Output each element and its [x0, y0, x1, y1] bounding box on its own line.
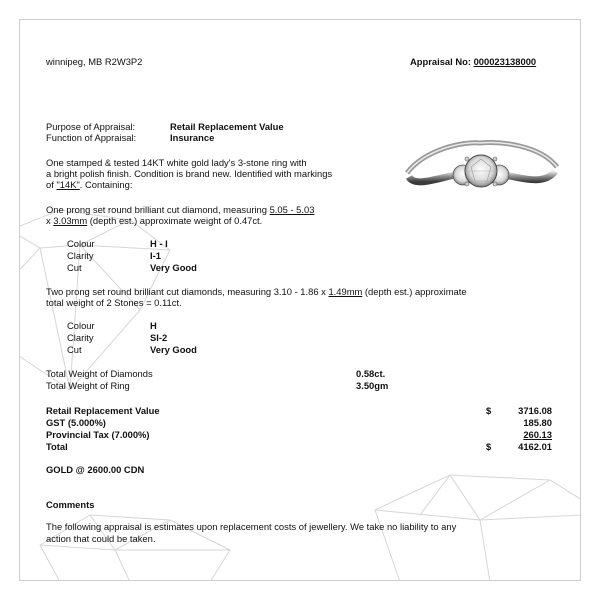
- appraisal-number: 000023138000: [473, 56, 537, 67]
- stone1-text: (depth est.) approximate weight of 0.47ct.: [87, 215, 263, 226]
- retail-currency: $: [486, 405, 492, 416]
- description-line: One stamped & tested 14KT white gold lady's 3-stone ring with: [46, 157, 307, 168]
- total-diamonds-value: 0.58ct.: [356, 368, 386, 379]
- stone1-text: One prong set round brilliant cut diamond, measuring: [46, 204, 270, 215]
- marking-text: "14K": [56, 179, 80, 190]
- pst-value: 260.13: [523, 429, 552, 440]
- stone1-clarity-label: Clarity: [67, 250, 94, 261]
- stone2-text: (depth est.) approximate: [362, 286, 467, 297]
- ring-photo: [395, 115, 565, 215]
- stone2-clarity-value: SI-2: [150, 332, 168, 343]
- stone2-cut-value: Very Good: [150, 344, 197, 355]
- gold-price: GOLD @ 2600.00 CDN: [46, 464, 145, 475]
- total-diamonds-label: Total Weight of Diamonds: [46, 368, 153, 379]
- total-ring-value: 3.50gm: [356, 380, 389, 391]
- retail-value-label: Retail Replacement Value: [46, 405, 160, 416]
- description-line: a bright polish finish. Condition is brand new. Identified with markings: [46, 168, 333, 179]
- total-ring-label: Total Weight of Ring: [46, 380, 130, 391]
- purpose-label: Purpose of Appraisal:: [46, 121, 136, 132]
- appraisal-number-line: [410, 56, 536, 68]
- stone1-measurement: 5.05 - 5.03: [269, 204, 315, 215]
- stone2-description: total weight of 2 Stones = 0.11ct.: [46, 297, 182, 308]
- stone2-depth: 1.49mm: [328, 286, 363, 297]
- stone2-cut-label: Cut: [67, 344, 82, 355]
- gst-label: GST (5.000%): [46, 417, 106, 428]
- function-value: Insurance: [170, 132, 215, 143]
- appraisal-document: [19, 19, 581, 581]
- purpose-value: Retail Replacement Value: [170, 121, 284, 132]
- appraisal-number-label: Appraisal No:: [410, 56, 474, 67]
- function-label: Function of Appraisal:: [46, 132, 137, 143]
- stone1-cut-label: Cut: [67, 262, 82, 273]
- stone1-depth: 3.03mm: [53, 215, 88, 226]
- pst-label: Provincial Tax (7.000%): [46, 429, 150, 440]
- stone1-description: [46, 215, 262, 227]
- description-text: of: [46, 179, 57, 190]
- comments-text: The following appraisal is estimates upon replacement costs of jewellery. We take no liability to any: [46, 521, 457, 532]
- stone2-clarity-label: Clarity: [67, 332, 94, 343]
- comments-text: action that could be taken.: [46, 533, 156, 544]
- total-value: 4162.01: [518, 441, 552, 452]
- description-line: [46, 179, 132, 191]
- location-text: winnipeg, MB R2W3P2: [46, 56, 143, 67]
- gst-value: 185.80: [523, 417, 552, 428]
- stone2-colour-label: Colour: [67, 320, 95, 331]
- stone1-colour-label: Colour: [67, 238, 95, 249]
- total-label: Total: [46, 441, 68, 452]
- stone2-colour-value: H: [150, 320, 157, 331]
- stone1-colour-value: H - I: [150, 238, 168, 249]
- stone1-clarity-value: I-1: [150, 250, 161, 261]
- comments-heading: Comments: [46, 499, 95, 510]
- total-currency: $: [486, 441, 492, 452]
- stone1-cut-value: Very Good: [150, 262, 197, 273]
- stone1-text: x: [46, 215, 54, 226]
- description-text: . Containing:: [79, 179, 133, 190]
- stone2-text: Two prong set round brilliant cut diamonds, measuring 3.10 - 1.86 x: [46, 286, 329, 297]
- retail-value: 3716.08: [518, 405, 552, 416]
